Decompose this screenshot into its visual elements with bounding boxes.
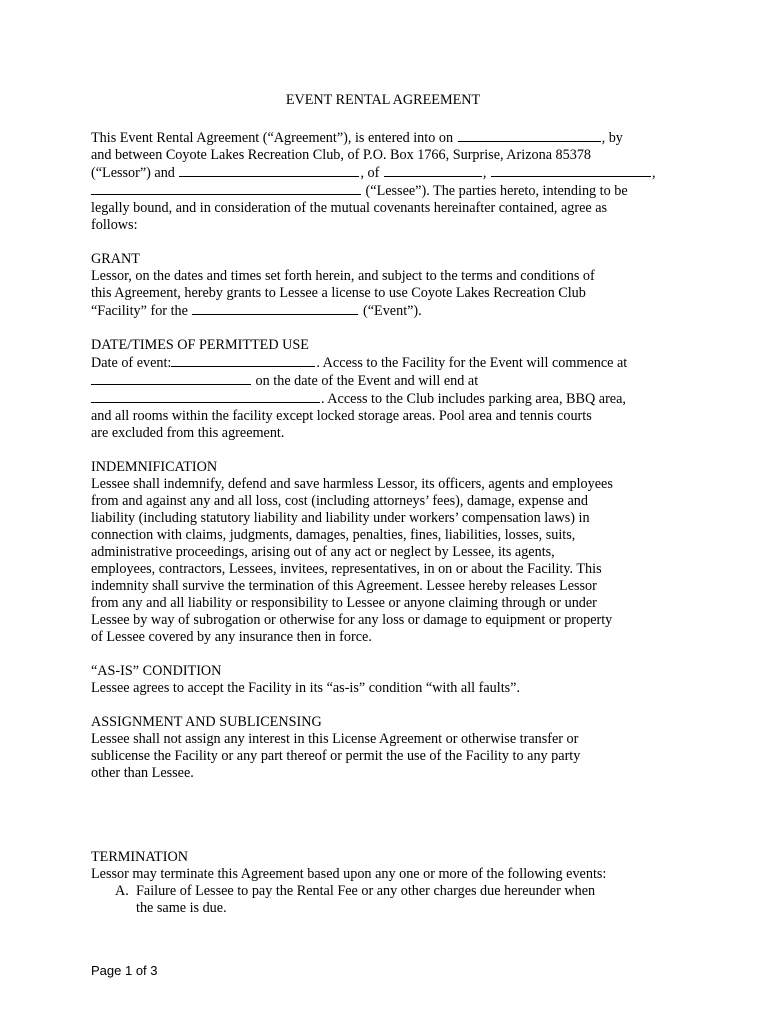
indemnification-line: liability (including statutory liability and liability under workers’ compensation laws) in <box>91 510 590 526</box>
list-marker: A. <box>115 883 129 899</box>
dates-line-4: and all rooms within the facility except locked storage areas. Pool area and tennis courts <box>91 408 592 424</box>
grant-line-2: this Agreement, hereby grants to Lessee a license to use Coyote Lakes Recreation Club <box>91 285 586 301</box>
intro-line-2: and between Coyote Lakes Recreation Club, of P.O. Box 1766, Surprise, Arizona 85378 <box>91 147 592 163</box>
termination-heading: TERMINATION <box>91 849 188 865</box>
document-title: EVENT RENTAL AGREEMENT <box>285 92 481 108</box>
grant-text: “Facility” for the <box>91 303 192 319</box>
intro-line-6: follows: <box>91 217 138 233</box>
indemnification-line: indemnity shall survive the termination of this Agreement. Lessee hereby releases Lessor <box>91 578 597 594</box>
intro-text: , by <box>601 130 623 146</box>
dates-text: Date of event: <box>91 355 172 371</box>
assignment-heading: ASSIGNMENT AND SUBLICENSING <box>91 714 322 730</box>
intro-text: , of <box>360 165 383 181</box>
intro-text: , <box>652 165 656 181</box>
assignment-line: other than Lessee. <box>91 765 194 781</box>
intro-line-5: legally bound, and in consideration of the mutual covenants hereinafter contained, agree as <box>91 200 608 216</box>
indemnification-heading: INDEMNIFICATION <box>91 459 218 475</box>
intro-text: , <box>482 165 491 181</box>
as-is-line: Lessee agrees to accept the Facility in its “as-is” condition “with all faults”. <box>91 680 521 696</box>
indemnification-line: employees, contractors, Lessees, invitees, representatives, in on or about the Facility. This <box>91 561 602 577</box>
lessee-state-blank[interactable] <box>91 182 361 195</box>
assignment-line: sublicense the Facility or any part thereof or permit the use of the Facility to any party <box>91 748 581 764</box>
dates-line-5: are excluded from this agreement. <box>91 425 285 441</box>
indemnification-line: administrative proceedings, arising out of any act or neglect by Lessee, its agents, <box>91 544 555 560</box>
intro-line-1 <box>91 129 681 147</box>
termination-line: Lessor may terminate this Agreement based upon any one or more of the following events: <box>91 866 607 882</box>
grant-text: (“Event”). <box>359 303 422 319</box>
indemnification-line: Lessee by way of subrogation or otherwise for any loss or damage to equipment or property <box>91 612 613 628</box>
indemnification-line: of Lessee covered by any insurance then in force. <box>91 629 372 645</box>
intro-text: (“Lessee”). The parties hereto, intending to be <box>362 183 628 199</box>
dates-text: . Access to the Facility for the Event will commence at <box>316 355 628 371</box>
dates-paragraph <box>91 354 681 442</box>
assignment-paragraph <box>91 731 681 782</box>
intro-paragraph <box>91 129 681 234</box>
page-number: Page 1 of 3 <box>91 963 158 978</box>
dates-heading: DATE/TIMES OF PERMITTED USE <box>91 337 309 353</box>
indemnification-line: from any and all liability or responsibility to Lessee or anyone claiming through or under <box>91 595 597 611</box>
dates-text: on the date of the Event and will end at <box>252 373 479 389</box>
intro-line-3 <box>91 164 681 182</box>
grant-paragraph <box>91 268 681 320</box>
indemnification-line: Lessee shall indemnify, defend and save harmless Lessor, its officers, agents and employees <box>91 476 613 492</box>
assignment-line: Lessee shall not assign any interest in this License Agreement or otherwise transfer or <box>91 731 579 747</box>
indemnification-line: from and against any and all loss, cost (including attorneys’ fees), damage, expense and <box>91 493 588 509</box>
dates-line-1 <box>91 354 681 372</box>
dates-line-3 <box>91 390 681 408</box>
list-item-line: the same is due. <box>136 900 227 916</box>
grant-line-1: Lessor, on the dates and times set forth herein, and subject to the terms and conditions of <box>91 268 595 284</box>
event-date-blank[interactable] <box>171 354 315 367</box>
grant-line-3 <box>91 302 681 320</box>
lessee-name-blank[interactable] <box>179 164 359 177</box>
intro-text: This Event Rental Agreement (“Agreement”), is entered into on <box>91 130 457 146</box>
agreement-date-blank[interactable] <box>458 129 601 142</box>
lessee-address-blank[interactable] <box>384 164 482 177</box>
dates-line-2 <box>91 372 681 390</box>
indemnification-paragraph <box>91 476 681 646</box>
end-time-blank[interactable] <box>91 390 320 403</box>
lessee-city-blank[interactable] <box>491 164 651 177</box>
intro-text: (“Lessor”) and <box>91 165 179 181</box>
event-name-blank[interactable] <box>192 302 358 315</box>
as-is-paragraph <box>91 680 681 697</box>
termination-list <box>91 883 681 917</box>
document-page <box>91 92 681 917</box>
grant-heading: GRANT <box>91 251 140 267</box>
list-item-line: Failure of Lessee to pay the Rental Fee or any other charges due hereunder when <box>136 883 596 899</box>
as-is-heading: “AS-IS” CONDITION <box>91 663 222 679</box>
termination-paragraph <box>91 866 681 883</box>
page-spacer <box>91 782 681 832</box>
list-item <box>91 883 681 917</box>
indemnification-line: connection with claims, judgments, damages, penalties, fines, liabilities, losses, suits, <box>91 527 576 543</box>
intro-line-4 <box>91 182 681 200</box>
start-time-blank[interactable] <box>91 372 251 385</box>
dates-text: . Access to the Club includes parking area, BBQ area, <box>321 391 626 407</box>
